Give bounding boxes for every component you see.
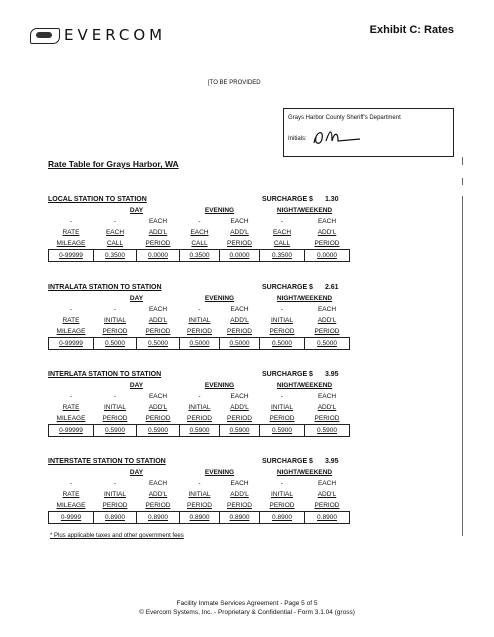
group-day: DAY — [129, 469, 144, 476]
header-row — [49, 315, 350, 326]
each-cell: EACH — [317, 218, 337, 225]
first-label: INITIAL — [103, 317, 127, 324]
dash-cell: - — [198, 480, 201, 487]
first-sub-label: CALL — [106, 240, 124, 247]
each-cell: EACH — [148, 306, 168, 313]
dash-cell: - — [69, 218, 73, 225]
surcharge-label: SURCHARGE $ — [262, 284, 313, 291]
addl-label: ADD'L — [317, 229, 337, 236]
header-row — [49, 304, 350, 315]
rate-value: 0.0000 — [137, 250, 180, 262]
first-label: INITIAL — [188, 491, 211, 498]
dash-cell: - — [280, 480, 284, 487]
first-sub-label: PERIOD — [187, 328, 212, 335]
rate-value: 0.8900 — [220, 512, 260, 524]
blank-cell — [49, 293, 94, 304]
each-cell: EACH — [317, 306, 337, 313]
rate-value: 0.5900 — [137, 425, 180, 437]
first-sub-label: PERIOD — [187, 502, 212, 509]
first-label: EACH — [272, 229, 292, 236]
first-sub-label: PERIOD — [102, 328, 128, 335]
rate-table — [48, 293, 350, 350]
addl-label: ADD'L — [230, 491, 249, 498]
surcharge-label: SURCHARGE $ — [262, 458, 313, 465]
addl-label: ADD'L — [230, 317, 249, 324]
rate-label: RATE — [62, 229, 80, 236]
first-sub-label: CALL — [273, 240, 291, 247]
each-cell: EACH — [148, 393, 168, 400]
group-night: NIGHT/WEEKEND — [276, 295, 333, 302]
group-evening: EVENING — [204, 207, 235, 214]
addl-label: ADD'L — [230, 404, 249, 411]
rate-label: RATE — [62, 317, 80, 324]
rate-value: 0.0000 — [305, 250, 350, 262]
blank-cell — [49, 467, 94, 478]
each-cell: EACH — [230, 218, 249, 225]
first-sub-label: PERIOD — [269, 328, 295, 335]
header-row — [49, 293, 350, 304]
addl-label: ADD'L — [148, 229, 168, 236]
period-label: PERIOD — [227, 240, 252, 247]
first-label: INITIAL — [270, 317, 294, 324]
surcharge-value: 2.61 — [324, 284, 339, 291]
section-title: INTERLATA STATION TO STATION — [48, 371, 162, 378]
header-row — [49, 205, 350, 216]
header-row — [49, 238, 350, 250]
each-cell: EACH — [148, 480, 168, 487]
mileage-label: MILEAGE — [56, 502, 86, 509]
header-row — [49, 413, 350, 425]
mileage-value: 0-99999 — [49, 425, 94, 437]
footnote: * Plus applicable taxes and other government fees — [50, 533, 184, 539]
rate-table-title: Rate Table for Grays Harbor, WA — [48, 159, 179, 169]
header-row — [49, 216, 350, 227]
first-label: INITIAL — [103, 404, 127, 411]
group-day: DAY — [129, 295, 144, 302]
rate-value: 0.5900 — [180, 425, 220, 437]
group-day: DAY — [129, 207, 144, 214]
first-label: INITIAL — [103, 491, 127, 498]
each-cell: EACH — [230, 306, 249, 313]
group-evening: EVENING — [204, 382, 235, 389]
dash-cell: - — [198, 218, 201, 225]
section-title: INTRALATA STATION TO STATION — [48, 284, 162, 291]
first-label: EACH — [190, 229, 209, 236]
group-night: NIGHT/WEEKEND — [276, 382, 333, 389]
dash-cell: - — [280, 218, 284, 225]
rate-value: 0.3500 — [260, 250, 305, 262]
surcharge — [262, 196, 339, 203]
header-row — [49, 391, 350, 402]
first-label: INITIAL — [270, 491, 294, 498]
blank-cell — [49, 380, 94, 391]
dash-cell: - — [198, 393, 201, 400]
addl-label: ADD'L — [148, 404, 168, 411]
header-row — [49, 467, 350, 478]
rate-label: RATE — [62, 491, 80, 498]
each-cell: EACH — [230, 393, 249, 400]
surcharge-value: 1.30 — [324, 196, 339, 203]
header-row — [49, 227, 350, 238]
rate-value: 0.5000 — [220, 338, 260, 350]
group-night: NIGHT/WEEKEND — [276, 469, 333, 476]
period-label: PERIOD — [227, 502, 252, 509]
addl-label: ADD'L — [317, 491, 337, 498]
each-cell: EACH — [317, 480, 337, 487]
period-label: PERIOD — [314, 502, 340, 509]
mileage-value: 0-9999 — [49, 512, 94, 524]
first-label: INITIAL — [188, 317, 211, 324]
margin-line — [462, 178, 463, 185]
addl-label: ADD'L — [148, 491, 168, 498]
section-title: LOCAL STATION TO STATION — [48, 196, 147, 203]
table-row — [49, 425, 350, 437]
rate-value: 0.5900 — [94, 425, 137, 437]
first-sub-label: PERIOD — [102, 502, 128, 509]
dash-cell: - — [69, 480, 73, 487]
dash-cell: - — [113, 218, 117, 225]
margin-line — [462, 196, 463, 536]
dash-cell: - — [280, 306, 284, 313]
surcharge-label: SURCHARGE $ — [262, 371, 313, 378]
first-sub-label: PERIOD — [269, 502, 295, 509]
sheriff-approval-box — [283, 108, 454, 157]
rate-value: 0.5900 — [260, 425, 305, 437]
exhibit-title: Exhibit C: Rates — [369, 24, 454, 36]
rate-value: 0.8900 — [94, 512, 137, 524]
table-row — [49, 250, 350, 262]
rate-value: 0.3500 — [94, 250, 137, 262]
period-label: PERIOD — [227, 415, 252, 422]
dash-cell: - — [69, 393, 73, 400]
header-row — [49, 478, 350, 489]
first-sub-label: PERIOD — [269, 415, 295, 422]
rate-value: 0.8900 — [180, 512, 220, 524]
initials-label: Initials: — [288, 136, 307, 142]
period-label: PERIOD — [314, 328, 340, 335]
rate-label: RATE — [62, 404, 80, 411]
addl-label: ADD'L — [317, 317, 337, 324]
to-be-provided-note: [TO BE PROVIDED — [208, 80, 261, 86]
rate-table — [48, 380, 350, 437]
department-name: Grays Harbor County Sheriff's Department — [288, 115, 401, 121]
dash-cell: - — [198, 306, 201, 313]
surcharge-value: 3.95 — [324, 371, 339, 378]
period-label: PERIOD — [314, 415, 340, 422]
rate-value: 0.8900 — [260, 512, 305, 524]
rate-table — [48, 205, 350, 262]
period-label: PERIOD — [145, 240, 171, 247]
first-sub-label: CALL — [191, 240, 208, 247]
mileage-label: MILEAGE — [56, 328, 86, 335]
each-cell: EACH — [230, 480, 249, 487]
period-label: PERIOD — [227, 328, 252, 335]
addl-label: ADD'L — [148, 317, 168, 324]
header-row — [49, 402, 350, 413]
each-cell: EACH — [317, 393, 337, 400]
group-day: DAY — [129, 382, 144, 389]
header-row — [49, 500, 350, 512]
first-sub-label: PERIOD — [102, 415, 128, 422]
logo-text: EVERCOM — [64, 26, 167, 44]
mileage-label: MILEAGE — [56, 240, 86, 247]
first-label: EACH — [105, 229, 125, 236]
header-row — [49, 380, 350, 391]
footer-copyright: © Evercom Systems, Inc. - Proprietary & Confidential - Form 3.1.04 (gross) — [139, 609, 355, 616]
group-night: NIGHT/WEEKEND — [276, 207, 333, 214]
table-row — [49, 512, 350, 524]
period-label: PERIOD — [314, 240, 340, 247]
rate-value: 0.5000 — [137, 338, 180, 350]
surcharge — [262, 284, 339, 291]
section-title: INTERSTATE STATION TO STATION — [48, 458, 166, 465]
period-label: PERIOD — [145, 328, 171, 335]
rate-value: 0.5000 — [94, 338, 137, 350]
rate-table — [48, 467, 350, 524]
header-row — [49, 489, 350, 500]
first-label: INITIAL — [188, 404, 211, 411]
rate-value: 0.5000 — [305, 338, 350, 350]
first-sub-label: PERIOD — [187, 415, 212, 422]
dash-cell: - — [280, 393, 284, 400]
dash-cell: - — [69, 306, 73, 313]
mileage-label: MILEAGE — [56, 415, 86, 422]
surcharge-label: SURCHARGE $ — [262, 196, 313, 203]
surcharge — [262, 371, 339, 378]
rate-value: 0.0000 — [220, 250, 260, 262]
rate-value: 0.8900 — [137, 512, 180, 524]
rate-value: 0.5000 — [180, 338, 220, 350]
rate-value: 0.5900 — [220, 425, 260, 437]
signature-icon — [310, 123, 370, 149]
rate-value: 0.5000 — [260, 338, 305, 350]
dash-cell: - — [113, 480, 117, 487]
group-evening: EVENING — [204, 295, 235, 302]
table-row — [49, 338, 350, 350]
addl-label: ADD'L — [317, 404, 337, 411]
rate-value: 0.3500 — [180, 250, 220, 262]
group-evening: EVENING — [204, 469, 235, 476]
rate-value: 0.8900 — [305, 512, 350, 524]
first-label: INITIAL — [270, 404, 294, 411]
mileage-value: 0-99999 — [49, 338, 94, 350]
period-label: PERIOD — [145, 415, 171, 422]
dash-cell: - — [113, 306, 117, 313]
each-cell: EACH — [148, 218, 168, 225]
rate-value: 0.5900 — [305, 425, 350, 437]
surcharge — [262, 458, 339, 465]
footer-page-info: Facility Inmate Services Agreement - Page 5 of 5 — [176, 600, 318, 607]
surcharge-value: 3.95 — [324, 458, 339, 465]
blank-cell — [49, 205, 94, 216]
margin-line — [462, 157, 463, 165]
period-label: PERIOD — [145, 502, 171, 509]
header-row — [49, 326, 350, 338]
mileage-value: 0-99999 — [49, 250, 94, 262]
addl-label: ADD'L — [230, 229, 249, 236]
logo-mark-icon — [30, 28, 60, 44]
dash-cell: - — [113, 393, 117, 400]
